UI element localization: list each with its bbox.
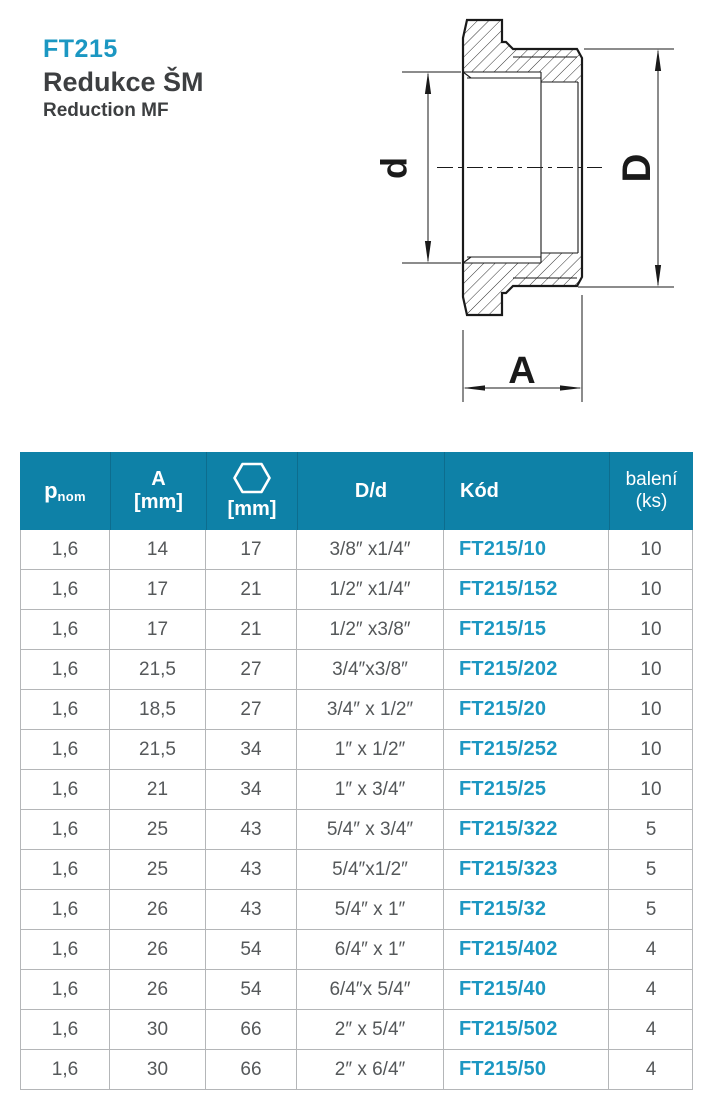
cell-a_mm: 17 xyxy=(110,610,206,649)
cell-pnom: 1,6 xyxy=(21,650,110,689)
cell-baleni: 10 xyxy=(640,618,662,640)
cell-hex_mm: 54 xyxy=(206,930,297,969)
cell-hex_mm: 21 xyxy=(206,610,297,649)
cell-baleni: 10 xyxy=(640,778,662,800)
cell-kod: FT215/202 xyxy=(444,650,609,689)
cell-baleni: 4 xyxy=(645,1058,657,1080)
dd-label: D/d xyxy=(354,479,388,502)
cell-a_mm: 21 xyxy=(110,770,206,809)
cell-hex_mm: 43 xyxy=(206,850,297,889)
cell-a_mm: 25 xyxy=(110,850,206,889)
hex-unit: [mm] xyxy=(227,498,277,520)
cell-baleni: 4 xyxy=(645,1018,657,1040)
cell-baleni: 10 xyxy=(640,698,662,720)
col-header-pnom xyxy=(20,452,110,530)
cell-baleni: 10 xyxy=(640,658,662,680)
cell-hex_mm: 17 xyxy=(206,530,297,569)
cell-pnom: 1,6 xyxy=(21,530,110,569)
cell-kod: FT215/50 xyxy=(444,1050,609,1089)
table-row xyxy=(21,850,692,890)
col-header-code xyxy=(444,452,609,530)
arrow-D-up xyxy=(655,49,661,71)
cell-pnom: 1,6 xyxy=(21,690,110,729)
cell-kod: FT215/10 xyxy=(444,530,609,569)
cell-kod: FT215/32 xyxy=(444,890,609,929)
cell-pnom: 1,6 xyxy=(21,810,110,849)
cell-baleni: 4 xyxy=(645,978,657,1000)
cell-dd: 3/8″ x1/4″ xyxy=(297,530,444,569)
cell-a_mm: 25 xyxy=(110,810,206,849)
cell-pnom: 1,6 xyxy=(21,570,110,609)
cell-kod: FT215/322 xyxy=(444,810,609,849)
dim-label-D: D xyxy=(615,153,659,183)
table-row xyxy=(21,650,692,690)
cell-dd: 2″ x 5/4″ xyxy=(297,1010,444,1049)
cell-baleni: 10 xyxy=(640,538,662,560)
cell-a_mm: 30 xyxy=(110,1010,206,1049)
cell-dd: 6/4″ x 1″ xyxy=(297,930,444,969)
col-header-hex xyxy=(206,452,297,530)
cell-pnom: 1,6 xyxy=(21,1010,110,1049)
cell-pnom: 1,6 xyxy=(21,970,110,1009)
cell-a_mm: 18,5 xyxy=(110,690,206,729)
arrow-d-up xyxy=(425,72,431,94)
arrow-d-down xyxy=(425,241,431,263)
cell-a_mm: 14 xyxy=(110,530,206,569)
pack-label: balení xyxy=(625,469,678,491)
cell-kod: FT215/15 xyxy=(444,610,609,649)
cell-kod: FT215/402 xyxy=(444,930,609,969)
product-title-cs: Redukce ŠM xyxy=(43,66,204,97)
dim-label-A: A xyxy=(508,350,536,392)
table-row xyxy=(21,1050,692,1090)
code-label: Kód xyxy=(460,479,499,502)
cell-baleni: 5 xyxy=(645,858,657,880)
table-row xyxy=(21,810,692,850)
col-header-dd xyxy=(297,452,444,530)
cell-dd: 1″ x 1/2″ xyxy=(297,730,444,769)
table-row xyxy=(21,730,692,770)
cell-hex_mm: 34 xyxy=(206,730,297,769)
table-row xyxy=(21,970,692,1010)
cell-kod: FT215/323 xyxy=(444,850,609,889)
arrow-A-right xyxy=(560,385,582,390)
hexagon-icon xyxy=(232,461,272,495)
dimensions-table xyxy=(20,452,693,1090)
product-title-en: Reduction MF xyxy=(43,99,169,121)
table-body xyxy=(20,530,693,1090)
arrow-A-left xyxy=(463,385,485,390)
cell-a_mm: 17 xyxy=(110,570,206,609)
cell-pnom: 1,6 xyxy=(21,890,110,929)
cell-kod: FT215/40 xyxy=(444,970,609,1009)
cell-dd: 1″ x 3/4″ xyxy=(297,770,444,809)
cell-dd: 1/2″ x3/8″ xyxy=(297,610,444,649)
cell-baleni: 10 xyxy=(640,738,662,760)
cell-dd: 6/4″x 5/4″ xyxy=(297,970,444,1009)
section-hatch-top xyxy=(463,20,582,82)
dim-label-d: d xyxy=(373,157,415,179)
cell-a_mm: 26 xyxy=(110,970,206,1009)
cell-baleni: 5 xyxy=(645,818,657,840)
cell-dd: 3/4″x3/8″ xyxy=(297,650,444,689)
cell-pnom: 1,6 xyxy=(21,610,110,649)
cell-pnom: 1,6 xyxy=(21,930,110,969)
cell-hex_mm: 27 xyxy=(206,650,297,689)
table-row xyxy=(21,890,692,930)
cell-hex_mm: 27 xyxy=(206,690,297,729)
col-header-a xyxy=(110,452,206,530)
section-hatch-bottom xyxy=(463,253,582,315)
a-unit: [mm] xyxy=(134,491,183,513)
extension-lines xyxy=(402,49,674,402)
cell-baleni: 5 xyxy=(645,898,657,920)
cell-a_mm: 30 xyxy=(110,1050,206,1089)
cell-dd: 5/4″x1/2″ xyxy=(297,850,444,889)
cell-hex_mm: 54 xyxy=(206,970,297,1009)
cell-hex_mm: 34 xyxy=(206,770,297,809)
cell-hex_mm: 21 xyxy=(206,570,297,609)
pack-unit: (ks) xyxy=(635,491,668,512)
table-row xyxy=(21,770,692,810)
cell-a_mm: 21,5 xyxy=(110,650,206,689)
table-row xyxy=(21,610,692,650)
cell-kod: FT215/152 xyxy=(444,570,609,609)
a-label: A xyxy=(151,468,166,490)
cell-dd: 1/2″ x1/4″ xyxy=(297,570,444,609)
product-code: FT215 xyxy=(43,35,118,63)
cell-pnom: 1,6 xyxy=(21,730,110,769)
cell-pnom: 1,6 xyxy=(21,1050,110,1089)
cell-kod: FT215/20 xyxy=(444,690,609,729)
table-row xyxy=(21,570,692,610)
cell-baleni: 4 xyxy=(645,938,657,960)
cell-dd: 3/4″ x 1/2″ xyxy=(297,690,444,729)
table-row xyxy=(21,690,692,730)
cell-a_mm: 21,5 xyxy=(110,730,206,769)
pnom-label: $p_{nom}$ xyxy=(44,478,86,505)
table-row xyxy=(21,530,692,570)
cell-baleni: 10 xyxy=(640,578,662,600)
cell-a_mm: 26 xyxy=(110,890,206,929)
cell-pnom: 1,6 xyxy=(21,850,110,889)
cell-hex_mm: 66 xyxy=(206,1050,297,1089)
table-row xyxy=(21,930,692,970)
technical-drawing xyxy=(0,0,713,420)
cell-kod: FT215/252 xyxy=(444,730,609,769)
table-header-row xyxy=(20,452,693,530)
cell-hex_mm: 43 xyxy=(206,810,297,849)
cell-dd: 5/4″ x 3/4″ xyxy=(297,810,444,849)
cell-dd: 5/4″ x 1″ xyxy=(297,890,444,929)
cell-hex_mm: 66 xyxy=(206,1010,297,1049)
col-header-pack xyxy=(609,452,693,530)
cell-dd: 2″ x 6/4″ xyxy=(297,1050,444,1089)
cell-kod: FT215/502 xyxy=(444,1010,609,1049)
cell-kod: FT215/25 xyxy=(444,770,609,809)
cell-pnom: 1,6 xyxy=(21,770,110,809)
cell-hex_mm: 43 xyxy=(206,890,297,929)
table-row xyxy=(21,1010,692,1050)
arrow-D-down xyxy=(655,265,661,287)
cell-a_mm: 26 xyxy=(110,930,206,969)
